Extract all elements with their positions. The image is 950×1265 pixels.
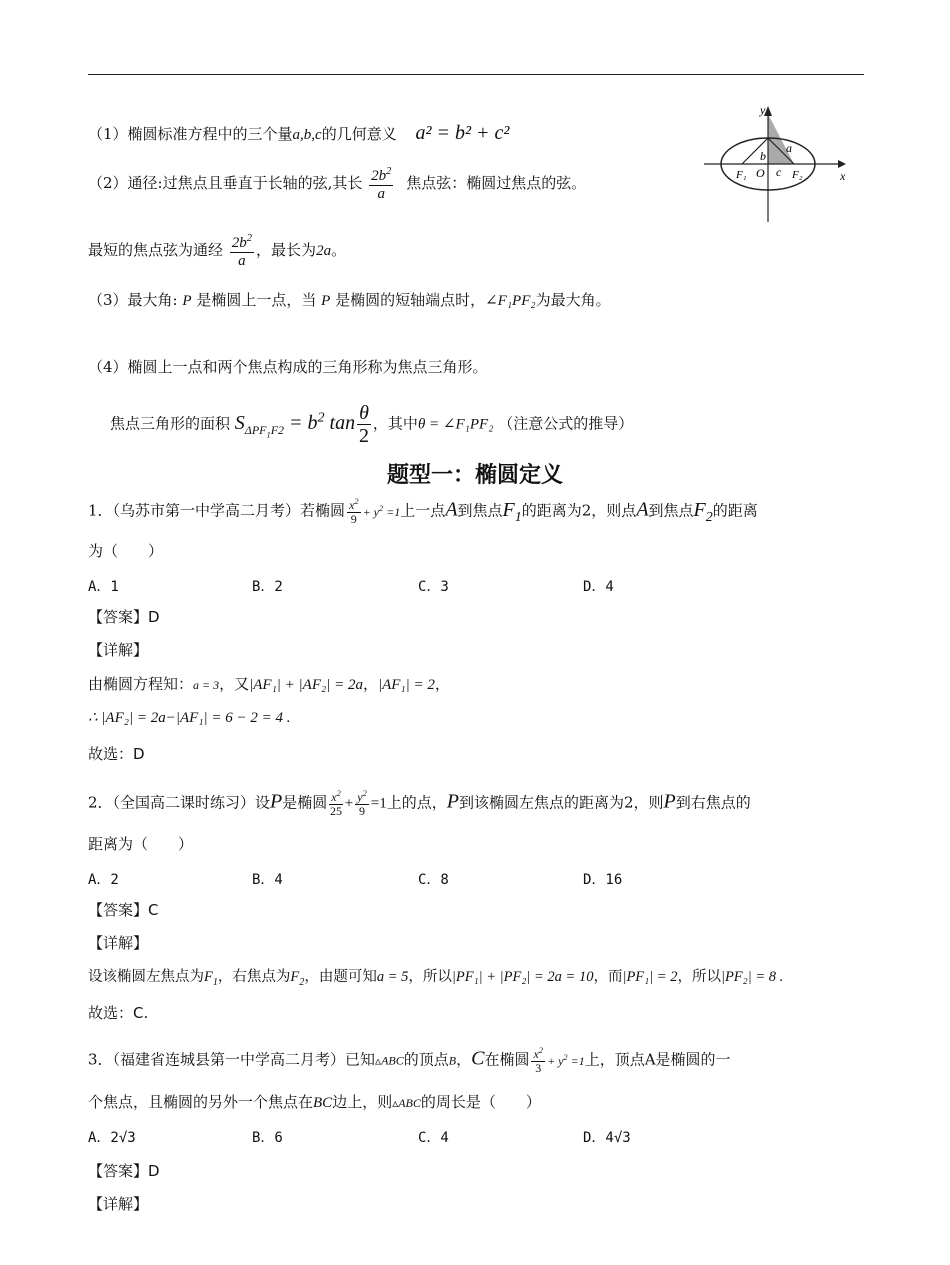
note-5-mid: ，其中 — [372, 414, 418, 433]
q3-stem-h: 的周长是（ ） — [420, 1093, 541, 1111]
q3-vertex-b: B — [448, 1053, 457, 1068]
theta-half-fraction: $\frac{\theta}{2}$ — [359, 402, 369, 447]
q1-choose: 故选：D — [88, 745, 145, 763]
note-2b — [88, 233, 346, 269]
q1-sol-a: 由椭圆方程知： — [88, 675, 194, 693]
y-label: y — [760, 104, 766, 117]
q1-stem-line2: 为（ ） — [88, 542, 164, 560]
section-title: 题型一：椭圆定义 — [386, 463, 563, 488]
note-5-label: 焦点三角形的面积 — [110, 414, 231, 433]
note-2b-end: 。 — [331, 241, 347, 259]
note-3 — [88, 290, 611, 311]
note-1 — [88, 123, 509, 145]
q2-detail: 【详解】 — [88, 934, 149, 952]
note-5-tail: （注意公式的推导） — [498, 414, 634, 433]
note-2b-label: 最短的焦点弦为通经 — [88, 241, 224, 259]
note-2b-tail: ，最长为 — [256, 241, 317, 259]
note-3-p: P — [182, 293, 192, 309]
q3-edge-bc: BC — [313, 1095, 333, 1111]
b-label: b — [760, 149, 766, 163]
q2-fraction-x: $\frac{x^2}{25}$ — [330, 789, 343, 819]
q2-sol-i: ，所以 — [677, 969, 721, 985]
f1-label: F₁ — [736, 169, 747, 181]
q2-sol-j: |PF₂| = 8 . — [720, 969, 784, 985]
q1-detail: 【详解】 — [88, 641, 149, 659]
q2-stem-line1: 2．（全国高二课时练习）设P是椭圆 $\frac{x^2}{25}$ + $\frac{y^2}{9}$ =1上的点，P到该椭圆左焦点的距离为2，则P到右焦点的 — [88, 789, 751, 819]
q3-stem-f: 个焦点，且椭圆的另外一个焦点在 — [88, 1093, 314, 1111]
note-1-formula: a² = b² + c² — [415, 122, 510, 144]
note-2 — [88, 166, 586, 202]
note-3-angle: ∠F₁PF₂ — [485, 293, 536, 309]
c-label: c — [776, 165, 782, 179]
q2-choose: 故选：C. — [88, 1004, 149, 1022]
q2-option-b: B．4 — [252, 872, 283, 888]
note-3-mid1: 是椭圆上一点，当 — [196, 291, 317, 309]
q3-option-a: A．2√3 — [88, 1130, 136, 1146]
q2-point-p: P — [270, 790, 283, 813]
note-3-tail: 为最大角。 — [535, 291, 611, 309]
note-2b-value: 2a — [316, 243, 332, 259]
q1-ellipse-rest: + $y^2 =1$ — [362, 503, 401, 519]
note-3-label: （3）最大角: — [88, 291, 178, 309]
note-4: （4）椭圆上一点和两个焦点构成的三角形称为焦点三角形。 — [88, 358, 488, 376]
latus-fraction: $\frac{2b^2}{a}$ — [371, 166, 392, 202]
q1-sol-c: ，又 — [219, 675, 250, 693]
note-2-label: （2）通径:过焦点且垂直于长轴的弦,其长 — [88, 174, 363, 192]
q2-sol-f: |PF₁| + |PF₂| = 2a = 10 — [451, 969, 594, 985]
q1-solution-line2: ∴ |AF₂| = 2a−|AF₁| = 6 − 2 = 4 . — [88, 710, 291, 726]
q1-stem-e: 到焦点 — [648, 501, 694, 520]
q2-answer: 【答案】C — [88, 901, 159, 919]
q2-stem-d: 到该椭圆左焦点的距离为2，则 — [458, 793, 664, 812]
q1-stem-c: 到焦点 — [457, 501, 503, 520]
q1-stem-b: 上一点 — [400, 501, 446, 520]
q1-stem-a: 1．（乌苏市第一中学高二月考）若椭圆 — [88, 501, 346, 520]
q2-sol-f2: $F_2$ — [290, 969, 305, 988]
q1-option-c: C．3 — [418, 579, 449, 595]
x-axis-arrow — [838, 160, 846, 168]
q2-sol-f1: $F_1$ — [204, 969, 218, 988]
q1-f1: $F_1$ — [502, 498, 522, 525]
q1-stem-line1 — [88, 497, 758, 528]
note-3-mid2: 是椭圆的短轴端点时， — [335, 291, 486, 309]
q1-sol-f: |AF₁| = 2 — [377, 677, 435, 693]
q3-stem-d: 在椭圆 — [484, 1050, 530, 1069]
q3-stem-b: 的顶点 — [403, 1050, 449, 1069]
q1-solution-line1 — [88, 674, 450, 695]
origin-label: O — [756, 166, 765, 180]
q2-stem-b: 是椭圆 — [282, 793, 328, 812]
q1-stem-d: 的距离为2，则点 — [521, 501, 637, 520]
q2-option-c: C．8 — [418, 872, 449, 888]
note-5 — [110, 402, 633, 447]
q3-vertex-c: C — [471, 1047, 485, 1070]
note-2-tail: 焦点弦：椭圆过焦点的弦。 — [406, 174, 587, 192]
note-1-vars: a,b,c — [292, 127, 322, 143]
q2-point-p2: P — [446, 790, 459, 813]
q3-option-d: D．4√3 — [583, 1130, 631, 1146]
q3-option-b: B．6 — [252, 1130, 283, 1146]
q1-option-d: D．4 — [583, 579, 614, 595]
shortest-chord-fraction: $\frac{2b^2}{a}$ — [231, 233, 253, 269]
note-5-theta: θ = ∠F₁PF₂ — [417, 416, 494, 433]
q1-point-a2: A — [636, 498, 649, 521]
q3-stem-line2 — [88, 1092, 541, 1113]
q2-stem-a: 2．（全国高二课时练习）设 — [88, 793, 271, 812]
q3-option-c: C．4 — [418, 1130, 449, 1146]
q1-answer: 【答案】D — [88, 608, 160, 626]
q1-sol-b: a = 3 — [193, 678, 220, 692]
q2-option-d: D．16 — [583, 872, 623, 888]
q3-detail: 【详解】 — [88, 1195, 149, 1213]
q1-option-b: B．2 — [252, 579, 283, 595]
q2-sol-g: ，而 — [593, 969, 623, 985]
q2-sol-e: ，所以 — [408, 969, 452, 985]
ellipse-diagram — [702, 104, 852, 224]
q1-option-a: A．1 — [88, 579, 119, 595]
q3-answer: 【答案】D — [88, 1162, 160, 1180]
q2-sol-b: ，右焦点为 — [217, 969, 291, 985]
q3-stem-g: 边上，则 — [332, 1093, 393, 1111]
note-1-label: （1）椭圆标准方程中的三个量 — [88, 125, 293, 143]
q2-point-p3: P — [663, 790, 676, 813]
q2-sol-a: 设该椭圆左焦点为 — [88, 969, 204, 985]
q1-sol-g: ， — [434, 675, 450, 693]
q1-point-a: A — [445, 498, 458, 521]
q1-f2: $F_2$ — [693, 498, 713, 525]
q1-sol-d: |AF₁| + |AF₂| = 2a — [249, 677, 363, 693]
q2-option-a: A．2 — [88, 872, 119, 888]
note-3-p2: P — [321, 293, 331, 309]
f2-label: F₂ — [792, 169, 803, 181]
q3-stem-a: 3．（福建省连城县第一中学高二月考）已知 — [88, 1050, 376, 1069]
q2-stem-e: 到右焦点的 — [675, 793, 751, 812]
a-label: a — [786, 141, 792, 155]
x-label: x — [840, 169, 846, 183]
q2-stem-c: 上的点， — [386, 793, 447, 812]
q3-stem-e: 上，顶点A是椭圆的一 — [584, 1050, 731, 1069]
q3-ellipse-rest: + $y^2 =1$ — [546, 1052, 585, 1068]
q1-stem-f: 的距离 — [712, 501, 758, 520]
q3-triangle-2: ▵ABC — [392, 1096, 421, 1110]
q2-sol-c: ，由题可知 — [304, 969, 377, 985]
q2-sol-h: |PF₁| = 2 — [622, 969, 678, 985]
q3-stem-c: ， — [456, 1050, 472, 1069]
q3-stem-line1 — [88, 1046, 731, 1075]
q3-ellipse-fraction: $\frac{x^2}{3}$ — [533, 1046, 543, 1076]
q3-triangle: ▵ABC — [375, 1053, 404, 1068]
q2-solution — [88, 967, 783, 993]
q1-ellipse-fraction: $\frac{x^2}{9}$ — [349, 497, 359, 527]
header-rule — [88, 74, 864, 75]
q2-stem-line2: 距离为（ ） — [88, 835, 194, 853]
note-1-tail: 的几何意义 — [321, 125, 397, 143]
q1-sol-e: ， — [362, 675, 378, 693]
q2-fraction-y: $\frac{y^2}{9}$ — [357, 789, 367, 819]
area-formula: $S_{\Delta PF_1F2} = b^2$ tan — [234, 409, 356, 439]
q2-sol-d: a = 5 — [376, 969, 409, 985]
